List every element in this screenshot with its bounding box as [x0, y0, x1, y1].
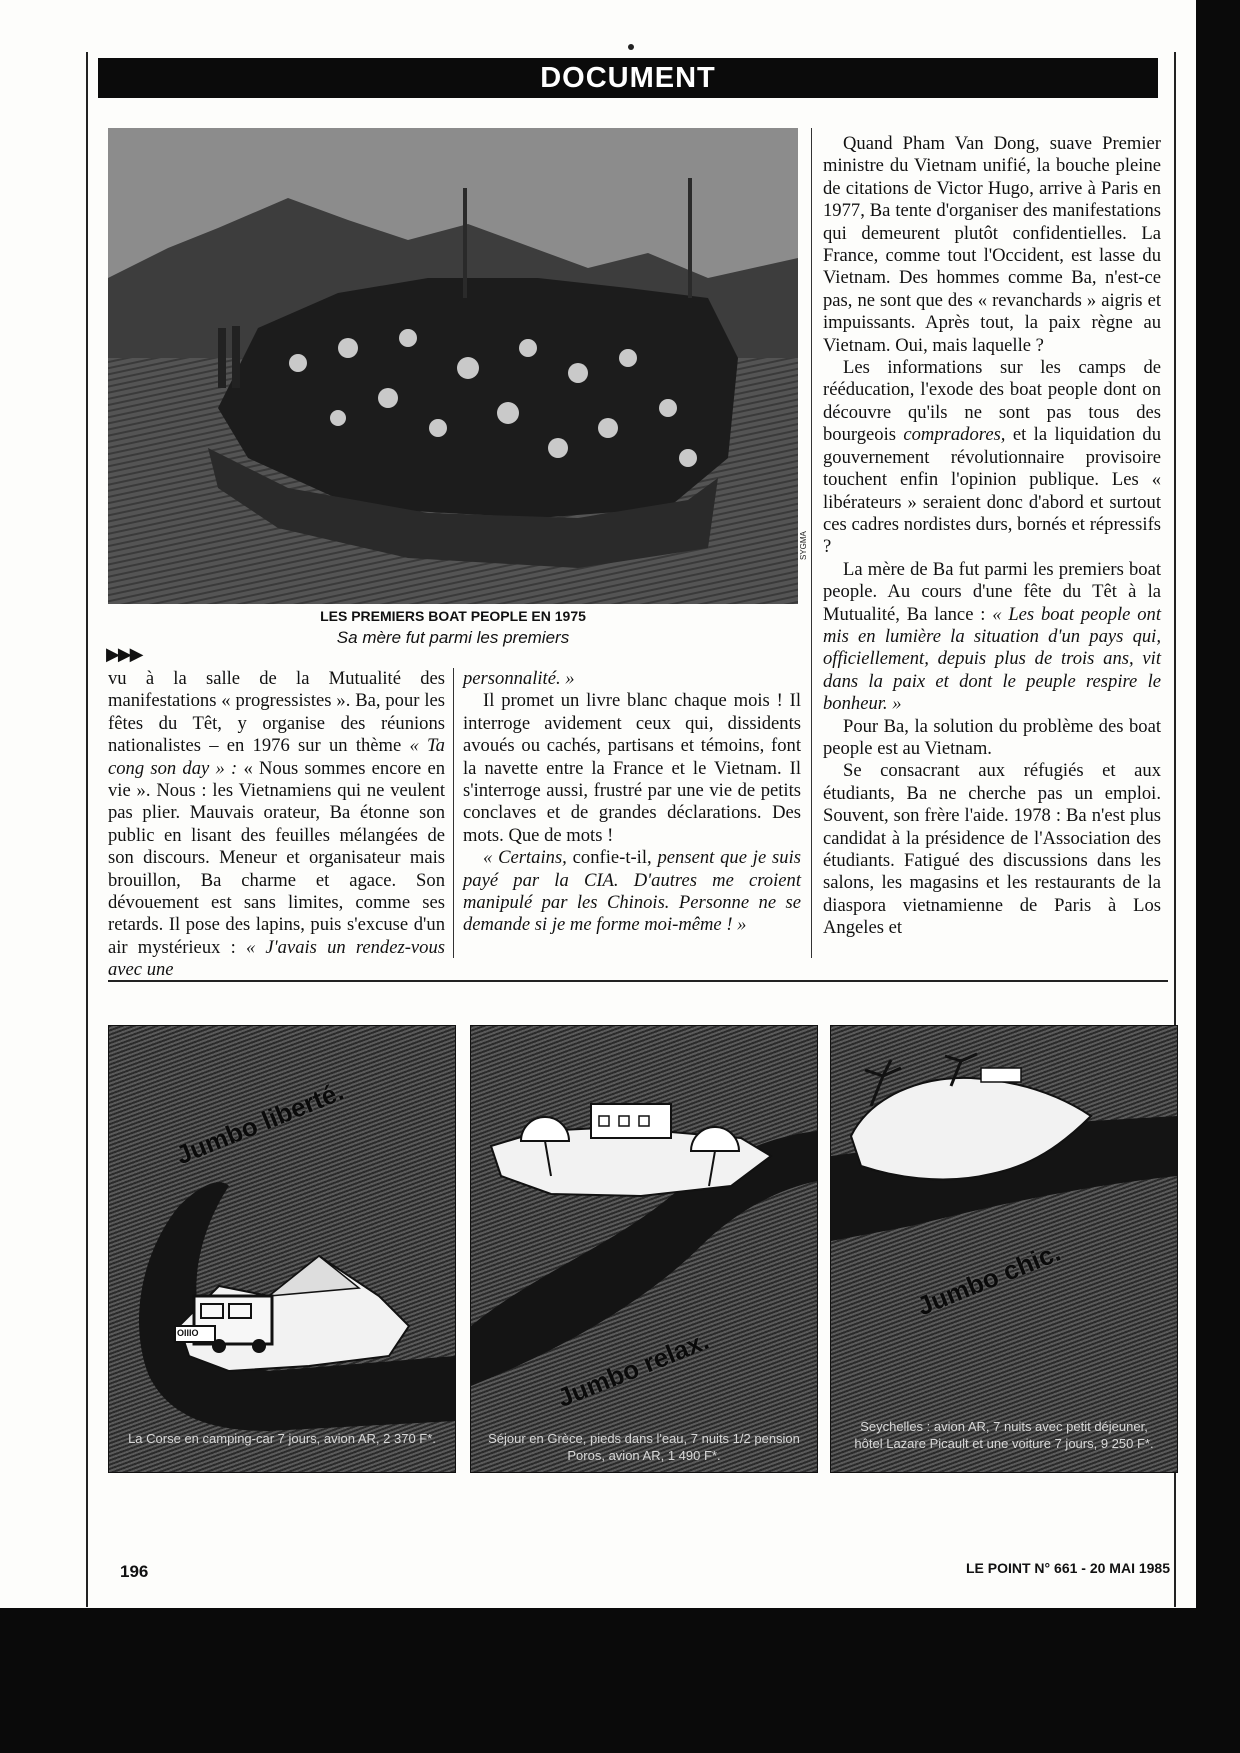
ad-description: La Corse en camping-car 7 jours, avion AR, 2 370 F*. [128, 1431, 436, 1446]
italic-text: « Ta cong son day » : [108, 735, 445, 779]
boat-photo-illustration [108, 128, 798, 604]
text-run: vu à la salle de la Mutualité des manifestations « progressistes ». Ba, pour les fêtes du Têt, y organise des réunions nationalistes – en 1976 sur un thème [108, 668, 445, 757]
section-header [98, 58, 1158, 98]
text-run: La mère de Ba fut parmi les premiers boat people. Au cours d'une fête du Têt à la Mutualité, Ba lance : [823, 558, 1161, 625]
italic-text: personnalité. » [463, 668, 575, 689]
ad-panel-jumbo-chic [830, 1025, 1178, 1473]
article-ad-separator [108, 980, 1168, 982]
boat-people-photo [108, 128, 798, 604]
text-run: confie-t-il, [566, 847, 658, 869]
camper-plate: OIIIO [177, 1328, 199, 1338]
text-run: Pour Ba, la solution du problème des boat people est au Vietnam. [823, 715, 1161, 759]
italic-text: compradores, [903, 424, 1006, 446]
article-paragraph [823, 716, 1161, 761]
text-run: et la liquidation du gouvernement révolutionnaire provisoire touchent enfin l'opinion publique. Les « libérateurs » seraient donc d'abord et surtout ces cadres nordistes durs, bornés et répressifs ? [823, 424, 1161, 558]
continuation-arrows: ▶▶▶ [106, 644, 142, 665]
article-paragraph [463, 847, 801, 937]
text-run: Se consacrant aux réfugiés et aux étudiants, Ba ne cherche pas un emploi. Souvent, son frère l'aide. 1978 : Ba n'est plus candidat à la présidence de l'Association des étudiants. Fatigué des discussions dans les salons, les magasins et les restaurants de la diaspora vietnamienne de Paris à Los Angeles et [823, 760, 1161, 939]
text-run: Il promet un livre blanc chaque mois ! Il interroge avidement ceux qui, dissidents avoués ou cachés, partisans et témoins, font la navette entre la France et le Vietnam. Il s'interroge aussi, frustré par une vie de petits conclaves et de grandes déclarations. Des mots. Que de mots ! [463, 690, 801, 846]
article-paragraph [823, 760, 1161, 939]
article-paragraph [823, 133, 1161, 357]
column-divider [453, 668, 454, 958]
italic-text: « Certains, [483, 847, 567, 869]
publication-info: LE POINT N° 661 - 20 MAI 1985 [965, 1560, 1170, 1576]
page-frame-left [86, 52, 88, 1607]
photo-caption-title: LES PREMIERS BOAT PEOPLE EN 1975 [320, 608, 586, 624]
text-run: Quand Pham Van Dong, suave Premier ministre du Vietnam unifié, la bouche pleine de citations de Victor Hugo, arrive à Paris en 1977, Ba tente d'organiser des manifestations qui demeurent plutôt confidentielles. La France, comme tout l'Occident, est lasse du Vietnam. Des hommes comme Ba, n'est-ce pas, ne sont que des « revanchards » aigris et impuissants. Après tout, la paix règne au Vietnam. Oui, mais laquelle ? [823, 133, 1161, 356]
article-column-1 [108, 668, 445, 982]
photo-credit: SYGMA [799, 531, 808, 560]
ad-panel-jumbo-liberte [108, 1025, 456, 1473]
text-run: « Nous sommes encore en vie ». Nous : les Vietnamiens qui ne veulent pas plier. Mauvais orateur, Ba étonne son public en lisant des feuilles mélangées de son discours. Meneur et organisateur mais brouillon, Ba charme et agace. Son dévouement est sans limites, comme ses retards. Il pose des lapins, puis s'excuse d'un air mystérieux : [108, 757, 446, 958]
italic-text: « Les boat people ont mis en lumière la situation d'un pays qui, officiellement, depuis plus de trois ans, vit dans la paix et dont le peuple respire le bonheur. » [823, 603, 1161, 715]
photo-caption-subtitle: Sa mère fut parmi les premiers [336, 628, 570, 647]
text-run: Les informations sur les camps de rééducation, l'exode des boat people dont on découvre qu'ils ne sont pas tous des bourgeois [823, 357, 1161, 446]
scan-border-right [1196, 0, 1240, 1753]
ad-slogan: Jumbo liberté. [171, 1075, 348, 1171]
beach-illustration [471, 1026, 817, 1472]
ad-slogan: Jumbo relax. [553, 1325, 713, 1413]
ad-slogan: Jumbo chic. [912, 1236, 1065, 1322]
article-paragraph [823, 559, 1161, 716]
page-number: 196 [120, 1562, 149, 1581]
italic-text: pensent que je suis payé par la CIA. D'autres me croient manipulé par les Chinois. Personne ne se demande si je me forme moi-même ! » [463, 847, 801, 936]
header-mark [628, 44, 634, 50]
island-illustration [831, 1026, 1177, 1472]
article-paragraph [463, 668, 801, 690]
article-paragraph [823, 357, 1161, 559]
ad-description: Seychelles : avion AR, 7 nuits avec petit déjeuner, hôtel Lazare Picault et une voiture 7 jours, 9 250 F*. [854, 1419, 1154, 1451]
italic-text: « J'avais un rendez-vous avec une [108, 936, 445, 981]
section-title: DOCUMENT [540, 61, 716, 94]
article-paragraph [108, 668, 445, 982]
article-paragraph [463, 690, 801, 847]
article-column-2 [463, 668, 801, 937]
column-divider [811, 128, 812, 958]
scan-border-bottom [0, 1608, 1240, 1753]
ad-panel-jumbo-relax [470, 1025, 818, 1473]
article-column-3 [823, 133, 1161, 940]
ad-description: Séjour en Grèce, pieds dans l'eau, 7 nuits 1/2 pension Poros, avion AR, 1 490 F*. [488, 1431, 800, 1463]
camper-illustration [109, 1026, 455, 1472]
